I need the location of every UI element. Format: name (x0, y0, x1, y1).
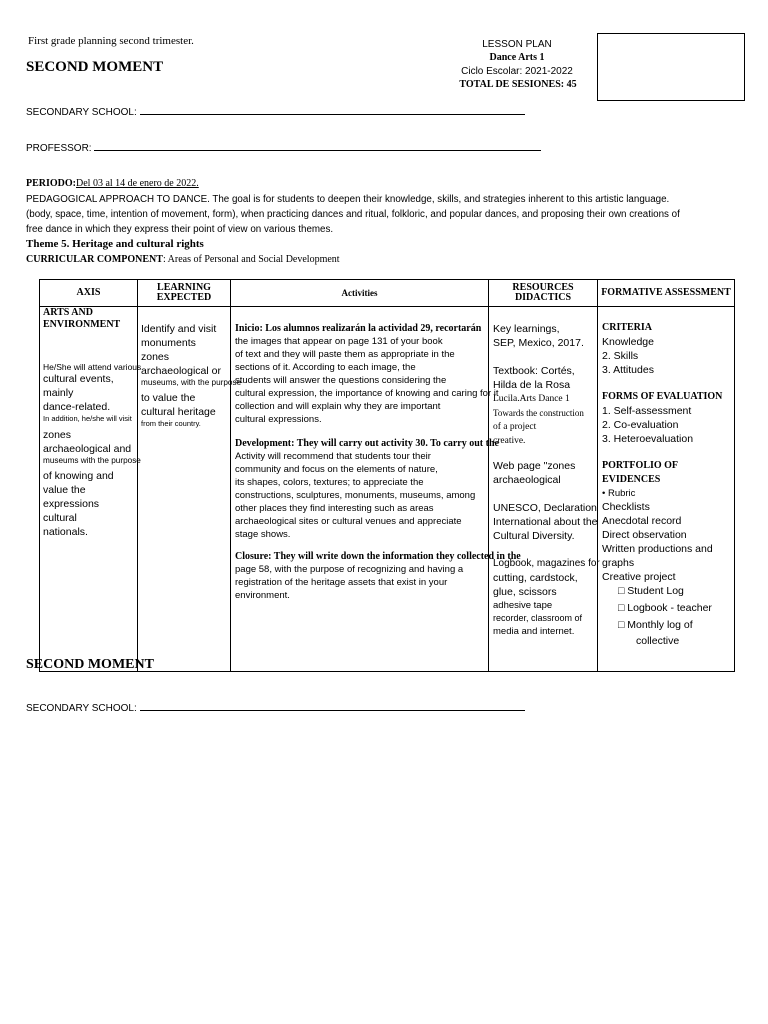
total-sessions: TOTAL DE SESIONES: 45 (459, 79, 577, 90)
resource-line: Web page "zones (493, 460, 576, 472)
curricular-component (26, 254, 340, 265)
axis-title-2: ENVIRONMENT (43, 319, 121, 330)
period (26, 178, 199, 189)
assessment-line: Anecdotal record (602, 515, 682, 527)
course-name: Dance Arts 1 (489, 52, 545, 63)
assessment-line: • Rubric (602, 488, 636, 499)
assessment-portfolio-2: EVIDENCES (602, 474, 661, 485)
activity-line: cultural expressions. (235, 414, 322, 425)
professor-label: PROFESSOR: (26, 143, 92, 154)
activity-line: of text and they will paste them as appropriate in the (235, 349, 455, 360)
period-label: PERIODO: (26, 178, 76, 189)
learning-line: monuments (141, 337, 196, 349)
period-value: Del 03 al 14 de enero de 2022. (76, 178, 199, 189)
assessment-line: Direct observation (602, 529, 687, 541)
header-resources-1: RESOURCES (512, 282, 574, 293)
secondary-school-field (26, 104, 525, 118)
footer-secondary-school-label: SECONDARY SCHOOL: (26, 703, 137, 714)
approach-line: free dance in which they express their point of view on various themes. (26, 224, 334, 235)
activity-line: students will answer the questions considering the (235, 375, 447, 386)
assessment-line: 1. Self-assessment (602, 405, 692, 417)
learning-line: from their country. (141, 419, 201, 428)
assessment-line: 3. Heteroevaluation (602, 433, 694, 445)
activity-line: sections of it. According to each image, the (235, 362, 416, 373)
assessment-line: collective (636, 635, 680, 647)
axis-line: dance-related. (43, 401, 111, 413)
school-cycle: Ciclo Escolar: 2021-2022 (461, 66, 573, 77)
activity-development: Development: They will carry out activity 30. To carry out the (235, 438, 499, 449)
resource-line: Hilda de la Rosa (493, 379, 571, 391)
activity-line: cultural expression, the importance of knowing and caring for it (235, 388, 499, 399)
header-learning-1: LEARNING (157, 282, 211, 293)
lesson-table (39, 279, 735, 672)
header-activities: Activities (231, 280, 489, 307)
learning-line: archaeological or (141, 365, 221, 377)
activity-line: environment. (235, 590, 290, 601)
activity-line: its shapes, colors, textures; to appreciate the (235, 477, 424, 488)
footer-secondary-school-line (140, 700, 525, 711)
professor-field (26, 140, 541, 154)
axis-line: cultural (43, 512, 77, 524)
activity-line: stage shows. (235, 529, 291, 540)
header-learning (138, 280, 231, 307)
header-box (597, 33, 745, 101)
resource-line: UNESCO, Declaration (493, 502, 597, 514)
assessment-line: Checklists (602, 501, 650, 513)
axis-cell (40, 307, 142, 672)
curricular-value: : Areas of Personal and Social Development (162, 254, 340, 265)
assessment-line: Knowledge (602, 336, 654, 348)
axis-line: In addition, he/she will visit (43, 414, 132, 423)
resource-line: Lucila.Arts Dance 1 (493, 394, 570, 404)
planning-note: First grade planning second trimester. (28, 35, 194, 47)
activity-closure: Closure: They will write down the information they collected in the (235, 551, 521, 562)
activity-line: community and focus on the elements of nature, (235, 464, 438, 475)
header-axis: AXIS (40, 280, 138, 307)
table-header-row (40, 280, 735, 307)
resource-line: International about the (493, 516, 598, 528)
resource-line: recorder, classroom of (493, 613, 583, 623)
resource-line: Key learnings, (493, 323, 560, 335)
header-learning-2: EXPECTED (156, 292, 212, 303)
activity-line: other places they find interesting such as areas (235, 503, 434, 514)
learning-line: cultural heritage (141, 406, 216, 418)
assessment-line: Creative project (602, 571, 676, 583)
axis-line: He/She will attend various (43, 362, 142, 372)
header-resources-2: DIDACTICS (514, 292, 572, 303)
assessment-line: 2. Co-evaluation (602, 419, 679, 431)
activity-line: page 58, with the purpose of recognizing and having a (235, 564, 464, 575)
activity-line: archaeological sites or cultural venues and appreciate (235, 516, 462, 527)
header-resources (489, 280, 598, 307)
lesson-plan-label: LESSON PLAN (482, 39, 552, 50)
assessment-portfolio-1: PORTFOLIO OF (602, 460, 679, 471)
secondary-school-line (140, 104, 525, 115)
resource-line: Towards the construction (493, 408, 584, 418)
learning-line: museums, with the purpose (141, 378, 242, 387)
assessment-line: □ Student Log (618, 585, 684, 597)
table-row (40, 307, 735, 672)
resource-line: adhesive tape (493, 600, 553, 611)
activity-line: collection and will explain why they are important (235, 401, 441, 412)
axis-line: cultural events, (43, 373, 114, 385)
learning-line: Identify and visit (141, 323, 217, 335)
axis-line: archaeological and (43, 443, 132, 455)
resource-line: archaeological (493, 474, 561, 486)
resource-line: Textbook: Cortés, (493, 365, 575, 377)
activity-line: registration of the heritage assets that exist in your (235, 577, 448, 588)
resources-cell (489, 307, 598, 672)
professor-line (94, 140, 541, 151)
axis-line: expressions (43, 498, 100, 510)
axis-line: nationals. (43, 526, 88, 538)
assessment-line: Written productions and (602, 543, 713, 555)
resource-line: Cultural Diversity. (493, 530, 575, 542)
resource-line: glue, scissors (493, 586, 557, 598)
assessment-line: □ Monthly log of (618, 619, 693, 631)
resource-line: creative. (493, 436, 526, 446)
approach-line: PEDAGOGICAL APPROACH TO DANCE. The goal is for students to deepen their knowledge, skills, and strategies inherent to this artistic language. (26, 194, 670, 205)
assessment-line: □ Logbook - teacher (618, 602, 712, 614)
axis-line: museums with the purpose (43, 456, 141, 465)
curricular-label: CURRICULAR COMPONENT (26, 254, 163, 265)
assessment-line: 3. Attitudes (602, 364, 654, 376)
axis-title-1: ARTS AND (43, 307, 93, 318)
resource-line: Logbook, magazines for (493, 558, 600, 569)
resource-line: of a project (493, 422, 537, 432)
learning-line: to value the (141, 392, 196, 404)
assessment-criteria: CRITERIA (602, 322, 653, 333)
activity-line: constructions, sculptures, monuments, museums, among (235, 490, 476, 501)
activity-line: the images that appear on page 131 of your book (235, 336, 443, 347)
axis-line: value the (43, 484, 86, 496)
activity-inicio: Inicio: Los alumnos realizarán la actividad 29, recortarán (235, 323, 482, 334)
learning-line: zones (141, 351, 170, 363)
resource-line: cutting, cardstock, (493, 572, 578, 584)
assessment-cell (598, 307, 735, 672)
secondary-school-label: SECONDARY SCHOOL: (26, 107, 137, 118)
resource-line: media and internet. (493, 626, 575, 637)
assessment-forms: FORMS OF EVALUATION (602, 391, 723, 402)
learning-cell (138, 307, 242, 672)
axis-line: zones (43, 429, 72, 441)
activity-line: Activity will recommend that students tour their (235, 451, 431, 462)
assessment-line: graphs (602, 557, 635, 569)
assessment-line: 2. Skills (602, 350, 639, 362)
approach-line: (body, space, time, intention of movement, form), when practicing dances and ritual, folkloric, and popular dances, and proposing their own creations of (26, 209, 680, 220)
footer-moment-title: SECOND MOMENT (26, 657, 154, 672)
header-assessment: FORMATIVE ASSESSMENT (598, 280, 735, 307)
moment-title: SECOND MOMENT (26, 59, 164, 75)
resource-line: SEP, Mexico, 2017. (493, 337, 584, 349)
theme-title: Theme 5. Heritage and cultural rights (26, 238, 204, 250)
pedagogical-approach (26, 192, 680, 237)
axis-line: mainly (43, 387, 74, 399)
axis-line: of knowing and (43, 470, 114, 482)
footer-secondary-school-field (26, 700, 525, 714)
